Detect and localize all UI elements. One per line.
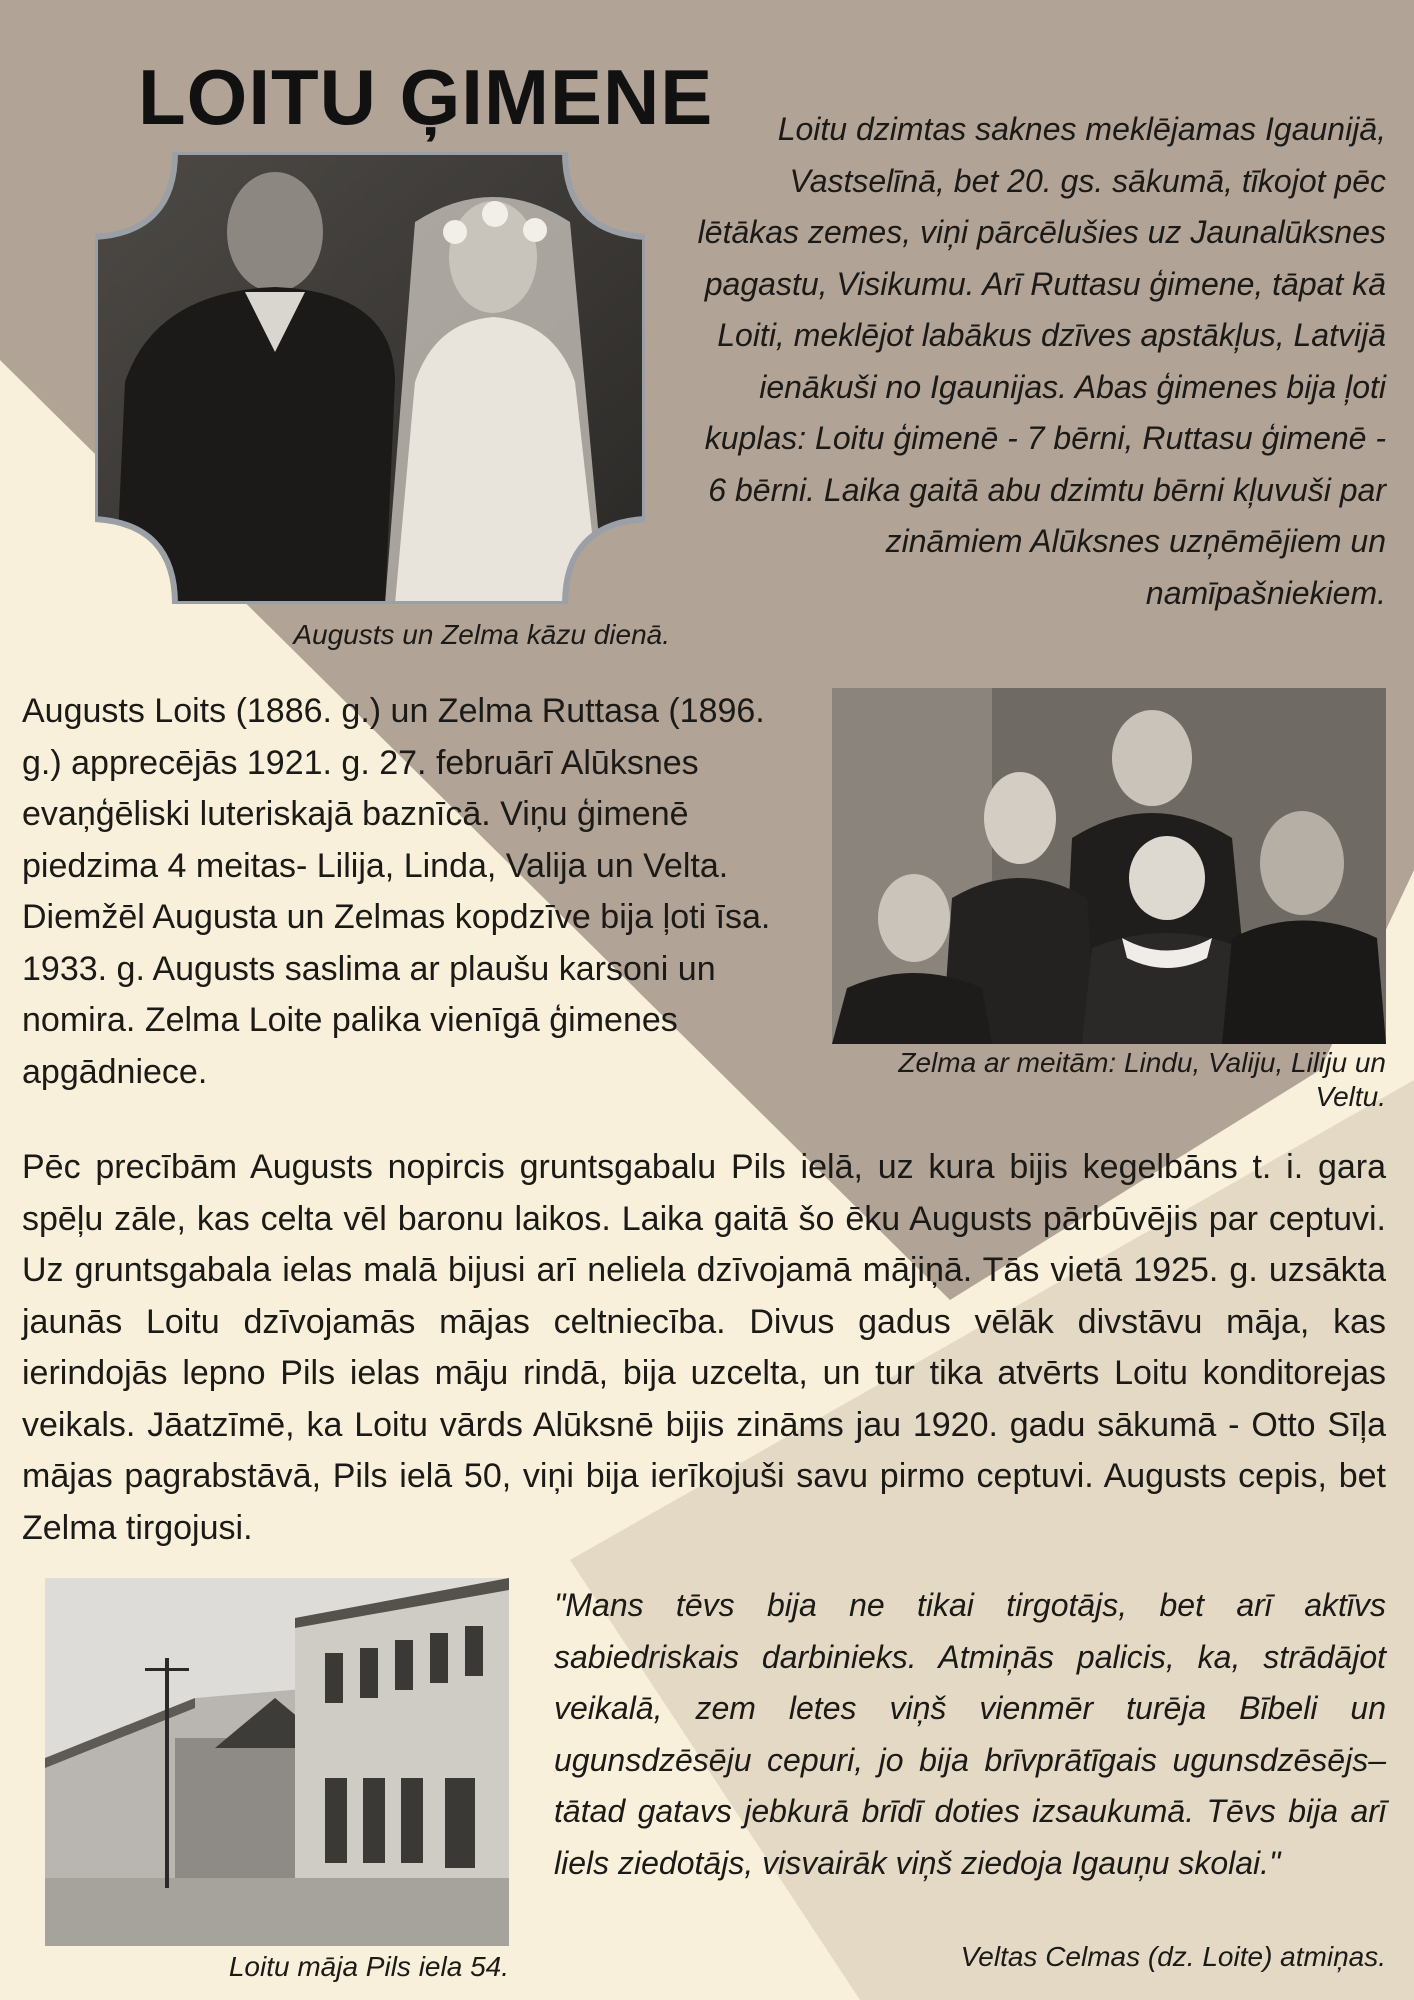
page-title: LOITU ĢIMENE [138,53,714,141]
intro-text: Loitu dzimtas saknes meklējamas Igaunijā, Vastselīnā, bet 20. gs. sākumā, tīkojot pēc lētākas zemes, viņi pārcēlušies uz Jaunalūksnes pagastu, Visikumu. Arī Ruttasu ģimene, tāpat kā Loiti, meklējot labākus dzīves apstākļus, Latvijā ienākuši no Igaunijas. Abas ģimenes bija ļoti kuplas: Loitu ģimenē - 7 bērni, Ruttasu ģimenē - 6 bērni. Laika gaitā abu dzimtu bērni kļuvuši par zināmiem Alūksnes uzņēmējiem un namīpašniekiem. [697,111,1386,611]
house-photo-caption: Loitu māja Pils iela 54. [228,1951,509,1982]
wedding-photo [95,152,645,604]
marriage-paragraph: Augusts Loits (1886. g.) un Zelma Ruttasa (1896. g.) apprecējās 1921. g. 27. februārī Alūksnes evaņģēliski luteriskajā baznīcā. Viņu ģimenē piedzima 4 meitas- Lilija, Linda, Valija un Velta. Diemžēl Augusta un Zelmas kopdzīve bija ļoti īsa. 1933. g. Augusts saslima ar plaušu karsoni un nomira. Zelma Loite palika vienīgā ģimenes apgādniece. [22,692,771,1091]
memoir-quote: "Mans tēvs bija ne tikai tirgotājs, bet arī aktīvs sabiedriskais darbinieks. Atmiņās palicis, ka, strādājot veikalā, zem letes viņš vienmēr turēja Bībeli un ugunsdzēsēju cepuri, jo bija brīvprātīgais ugunsdzēsējs– tātad gatavs jebkurā brīdī doties izsaukumā. Tēvs bija arī liels ziedotājs, visvairāk viņš ziedoja Igauņu skolai." [554,1587,1386,1881]
daughters-photo [832,688,1386,1044]
house-photo [45,1578,509,1946]
daughters-photo-caption: Zelma ar meitām: Lindu, Valiju, Liliju un Veltu. [898,1047,1386,1112]
wedding-photo-caption: Augusts un Zelma kāzu dienā. [293,619,670,650]
quote-source: Veltas Celmas (dz. Loite) atmiņas. [960,1941,1386,1972]
house-history-paragraph: Pēc precībām Augusts nopircis gruntsgabalu Pils ielā, uz kura bijis kegelbāns t. i. gara spēļu zāle, kas celta vēl baronu laikos. Laika gaitā šo ēku Augusts pārbūvējis par ceptuvi. Uz gruntsgabala ielas malā bijusi arī neliela dzīvojamā mājiņā. Tās vietā 1925. g. uzsākta jaunās Loitu dzīvojamās mājas celtniecība. Divus gadus vēlāk divstāvu māja, kas ierindojās lepno Pils ielas māju rindā, bija uzcelta, un tur tika atvērts Loitu konditorejas veikals. Jāatzīmē, ka Loitu vārds Alūksnē bijis zināms jau 1920. gadu sākumā - Otto Sīļa mājas pagrabstāvā, Pils ielā 50, viņi bija ierīkojuši savu pirmo ceptuvi. Augusts cepis, bet Zelma tirgojusi. [22,1148,1386,1547]
